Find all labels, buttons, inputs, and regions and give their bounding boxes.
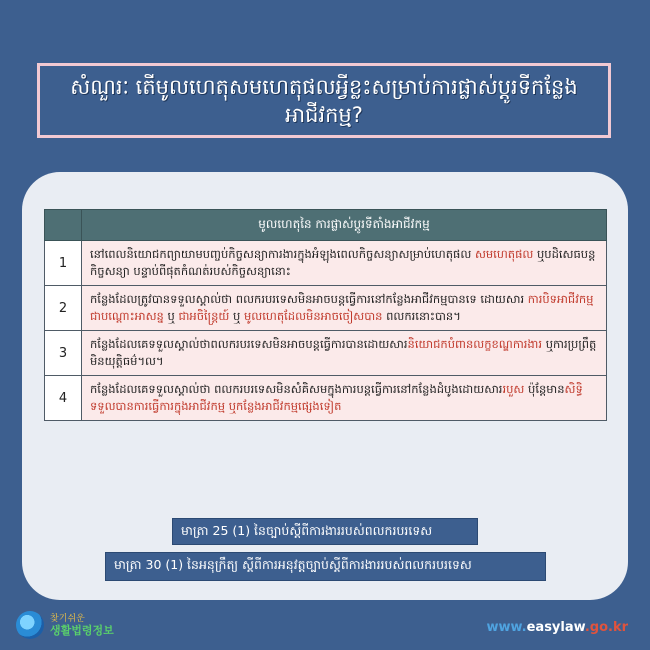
row-text bbox=[82, 286, 607, 331]
highlighted-text: ជាអចិន្ត្រៃយ៍ bbox=[178, 309, 230, 323]
row-text-part: ឬការប្រព្រឹត្តមិនយុត្តិធម៌។ល។ bbox=[90, 337, 597, 368]
highlighted-text: មូលហេតុដែលមិនអាចចៀសបាន bbox=[243, 309, 383, 323]
table-header-row bbox=[45, 210, 607, 241]
footer-url bbox=[486, 620, 628, 635]
row-number: 4 bbox=[45, 376, 82, 421]
table-row bbox=[45, 331, 607, 376]
row-text bbox=[82, 331, 607, 376]
row-text-part: នៅពេលនិយោជកព្យាយាមបញ្ចប់កិច្ចសន្យាការងារក្នុងអំឡុងពេលកិច្ចសន្យាសម្រាប់ហេតុផល bbox=[90, 247, 475, 261]
magnifier-logo-icon bbox=[16, 611, 44, 639]
highlighted-text: សមហេតុផល bbox=[474, 247, 534, 261]
row-number: 1 bbox=[45, 241, 82, 286]
law-reference-1: មាត្រា 25 (1) នៃច្បាប់ស្តីពីការងាររបស់ពលករបរទេស bbox=[173, 519, 477, 544]
url-prefix: www. bbox=[486, 620, 527, 635]
url-suffix: .go.kr bbox=[584, 620, 628, 635]
table-row bbox=[45, 241, 607, 286]
row-text-part: កន្លែងដែលគេទទួលស្គាល់ថាពលករបរទេសមិនអាចបន្តធ្វើការបានដោយសារ bbox=[90, 337, 408, 351]
highlighted-text: របួស bbox=[502, 382, 525, 396]
row-text-part: កន្លែងដែលគេទទួលស្គាល់ថា ពលករបរទេសមិនសំគិសមក្នុងការបន្តធ្វើការនៅកន្លែងដំបូងដោយសារ bbox=[90, 382, 503, 396]
logo-line-2: 생활법령정보 bbox=[50, 624, 114, 637]
table-row bbox=[45, 376, 607, 421]
row-text-part: ពលករនោះបាន។ bbox=[382, 309, 461, 323]
reasons-table bbox=[44, 209, 607, 421]
table-row bbox=[45, 286, 607, 331]
row-text-part: ឬ bbox=[229, 309, 244, 323]
row-text-part: ឬ bbox=[163, 309, 179, 323]
highlighted-text: ការបិទអាជីវកម្មជាបណ្ដោះអាសន្ន bbox=[90, 292, 594, 323]
row-text-part: ឬបដិសេធបន្តកិច្ចសន្យា បន្ទាប់ពីផុតកំណត់របស់កិច្ចសន្យានោះ bbox=[90, 247, 596, 278]
table-header: មូលហេតុនៃ ការផ្លាស់ប្តូរទីតាំងអាជីវកម្ម bbox=[82, 210, 607, 241]
page-title: សំណួរៈ តើមូលហេតុសមហេតុផលអ្វីខ្លះសម្រាប់ការផ្លាស់ប្តូរទីកន្លែងអាជីវកម្ម? bbox=[70, 74, 578, 127]
highlighted-text: សិទ្ធិទទួលបានការធ្វើការក្នុងអាជីវកម្ម ឬកន្លែងអាជីវកម្មផ្សេងទៀត bbox=[90, 382, 583, 413]
row-number: 3 bbox=[45, 331, 82, 376]
easylaw-logo bbox=[16, 611, 114, 639]
row-text bbox=[82, 241, 607, 286]
row-text bbox=[82, 376, 607, 421]
url-mid: easylaw bbox=[526, 620, 585, 635]
title-box bbox=[37, 63, 611, 138]
row-text-part: ប៉ុន្តែមាន bbox=[524, 382, 565, 396]
highlighted-text: និយោជកបំពានលក្ខខណ្ឌការងារ bbox=[407, 337, 543, 351]
row-text-part: កន្លែងដែលត្រូវបានទទួលស្គាល់ថា ពលករបរទេសមិនអាចបន្តធ្វើការនៅកន្លែងអាជីវកម្មបានទេ ដោយសារ bbox=[90, 292, 528, 306]
header-num-cell bbox=[45, 210, 82, 241]
law-reference-2: មាត្រា 30 (1) នៃអនុក្រឹត្យ ស្តីពីការអនុវត្តច្បាប់ស្តីពីការងាររបស់ពលករបរទេស bbox=[106, 553, 545, 580]
logo-line-1: 찾기쉬운 bbox=[50, 614, 85, 624]
row-number: 2 bbox=[45, 286, 82, 331]
